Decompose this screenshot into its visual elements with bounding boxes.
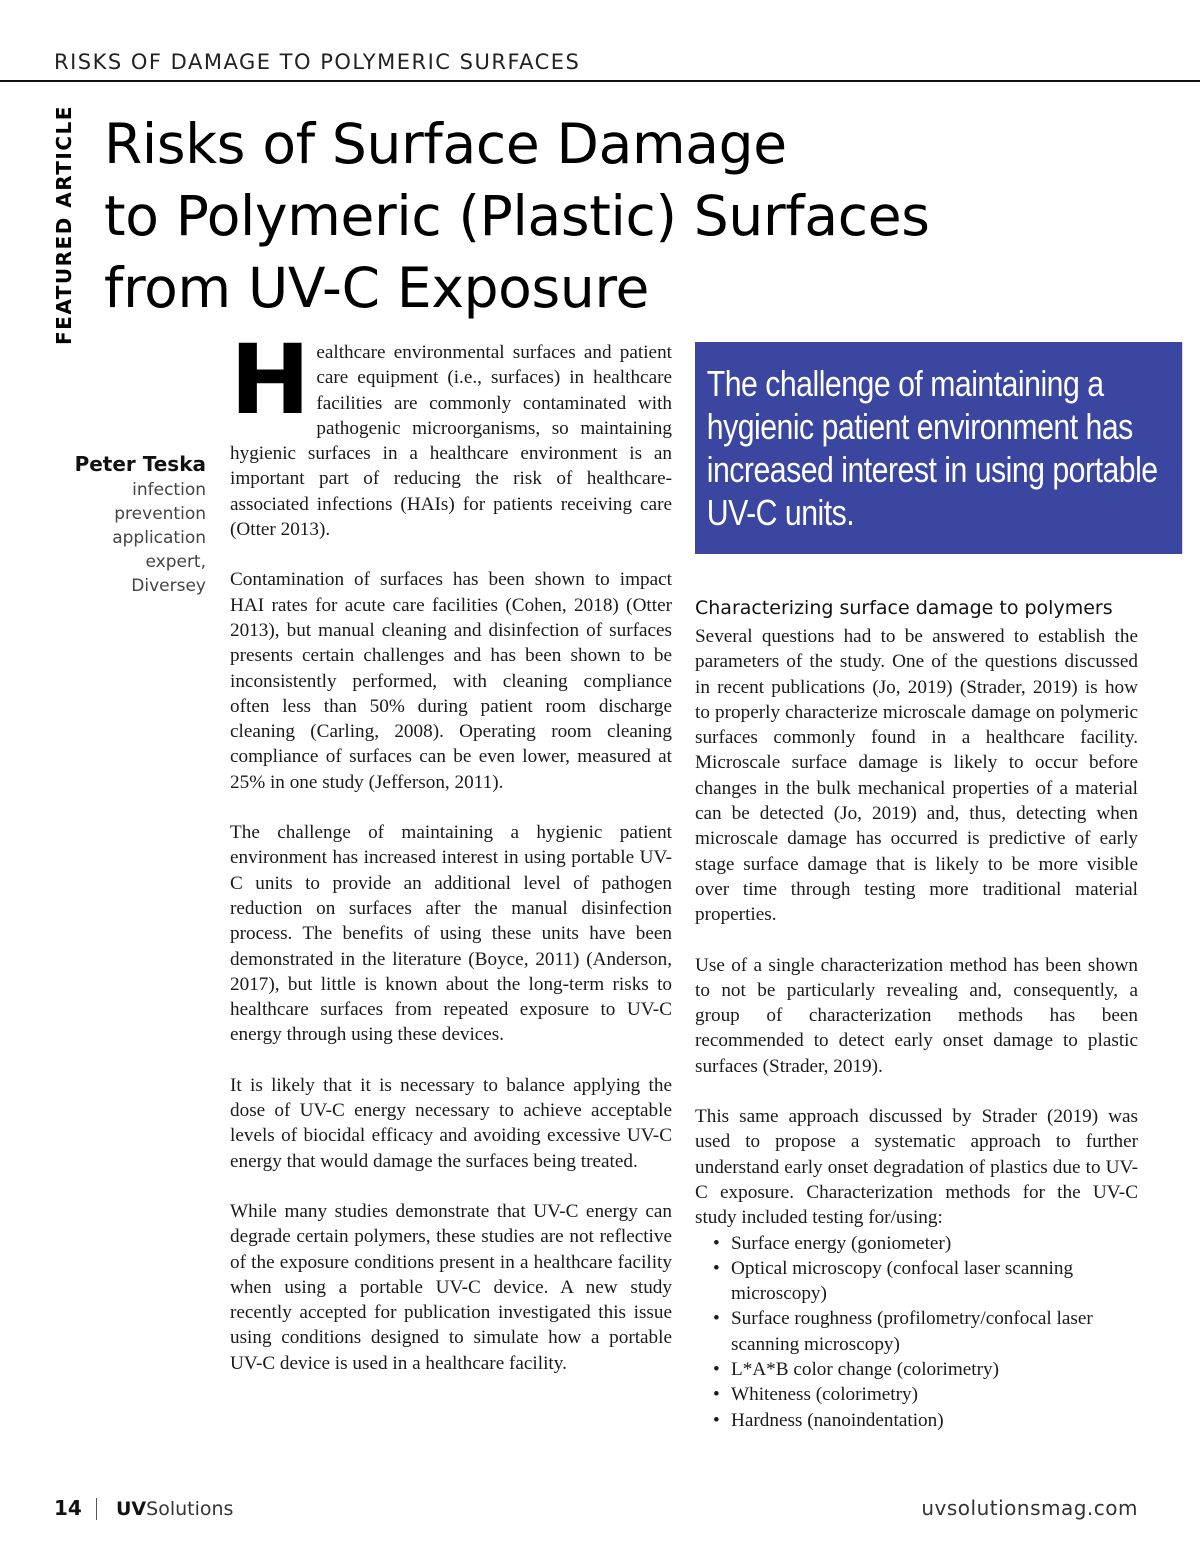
- section-heading: Characterizing surface damage to polymers: [695, 597, 1113, 619]
- list-item: • Surface energy (goniometer): [713, 1231, 1138, 1256]
- footer-divider: [96, 1498, 97, 1520]
- left-column: [230, 324, 672, 1401]
- intro-paragraph: [230, 324, 672, 542]
- author-byline: [40, 450, 206, 598]
- bullet-icon: •: [713, 1232, 720, 1254]
- author-name: Peter Teska: [74, 452, 206, 476]
- body-paragraph: Contamination of surfaces has been shown to impact HAI rates for acute care facilities (Cohen, 2018) (Otter 2013), but manual cleaning and disinfection of surfaces presents certain challenges and has been shown to be inconsistently performed, with cleaning compliance often less than 50% during patient room discharge cleaning (Carling, 2008). Operating room cleaning compliance of surfaces can be even lower, measured at 25% in one study (Jefferson, 2011).: [230, 569, 672, 793]
- website-url: uvsolutionsmag.com: [921, 1496, 1138, 1520]
- bullet-icon: •: [713, 1257, 720, 1279]
- pull-quote: The challenge of maintaining a hygienic patient environment has increased interest in using portable UV-C units.: [695, 342, 1182, 554]
- bullet-icon: •: [713, 1308, 720, 1330]
- author-role: infection prevention application expert, Diversey: [112, 480, 206, 596]
- list-item: • Whiteness (colorimetry): [713, 1382, 1138, 1407]
- page-footer: [54, 1496, 1138, 1526]
- bullet-icon: •: [713, 1409, 720, 1431]
- body-paragraph: Several questions had to be answered to establish the parameters of the study. One of the questions discussed in recent publications (Jo, 2019) (Strader, 2019) is how to properly characterize microscale damage on polymeric surfaces commonly found in a healthcare facility. Microscale surface damage is likely to occur before changes in the bulk mechanical properties of a material can be detected (Jo, 2019) and, thus, detecting when microscale damage has occurred is predictive of early stage surface damage that is likely to be more visible over time through testing more traditional material properties.: [695, 626, 1138, 926]
- bullet-icon: •: [713, 1384, 720, 1406]
- featured-article-tag: FEATURED ARTICLE: [52, 105, 76, 345]
- body-paragraph: Use of a single characterization method has been shown to not be particularly revealing and, consequently, a group of characterization methods has been recommended to detect early onset damage to plastic surfaces (Strader, 2019).: [695, 954, 1138, 1077]
- list-item: • Surface roughness (profilometry/confocal laser scanning microscopy): [713, 1308, 1093, 1355]
- page-number: 14: [54, 1496, 82, 1520]
- title-line-2: to Polymeric (Plastic) Surfaces: [104, 184, 930, 248]
- drop-cap: H: [230, 324, 311, 436]
- list-item: • L*A*B color change (colorimetry): [713, 1357, 1138, 1382]
- list-item: • Hardness (nanoindentation): [713, 1408, 1138, 1433]
- body-paragraph: It is likely that it is necessary to balance applying the dose of UV-C energy necessary to achieve acceptable levels of biocidal efficacy and avoiding excessive UV-C energy that would damage the surfaces being treated.: [230, 1074, 672, 1172]
- body-paragraph: The challenge of maintaining a hygienic patient environment has increased interest in using portable UV-C units to provide an additional level of pathogen reduction on surfaces after the manual disinfection process. The benefits of using these units have been demonstrated in the literature (Boyce, 2011) (Anderson, 2017), but little is known about the long-term risks to healthcare surfaces from repeated exposure to UV-C energy through using these devices.: [230, 822, 672, 1046]
- list-item: • Optical microscopy (confocal laser scanning microscopy): [713, 1257, 1074, 1305]
- header-rule: [0, 80, 1200, 82]
- bullet-icon: •: [713, 1359, 720, 1381]
- methods-list: [695, 1231, 1138, 1433]
- right-column: [695, 340, 1158, 1433]
- article-title: [104, 108, 1164, 324]
- body-paragraph: While many studies demonstrate that UV-C energy can degrade certain polymers, these studies are not reflective of the exposure conditions present in a healthcare facility when using a portable UV-C device. A new study recently accepted for publication investigated this issue using conditions designed to simulate how a portable UV-C device is used in a healthcare facility.: [230, 1200, 672, 1374]
- title-line-1: Risks of Surface Damage: [104, 112, 787, 176]
- intro-paragraph-text: ealthcare environmental surfaces and patient care equipment (i.e., surfaces) in healthcare facilities are commonly contaminated with pathogenic microorganisms, so maintaining hygienic surfaces in a healthcare environment is an important part of reducing the risk of healthcare-associated infections (HAIs) for patients receiving care (Otter 2013).: [230, 342, 672, 541]
- running-head: RISKS OF DAMAGE TO POLYMERIC SURFACES: [54, 50, 581, 74]
- body-paragraph: This same approach discussed by Strader (2019) was used to propose a systematic approach to further understand early onset degradation of plastics due to UV-C exposure. Characterization methods for the UV-C study included testing for/using:: [695, 1106, 1138, 1229]
- title-line-3: from UV-C Exposure: [104, 256, 650, 320]
- magazine-brand: UVSolutions: [116, 1498, 234, 1520]
